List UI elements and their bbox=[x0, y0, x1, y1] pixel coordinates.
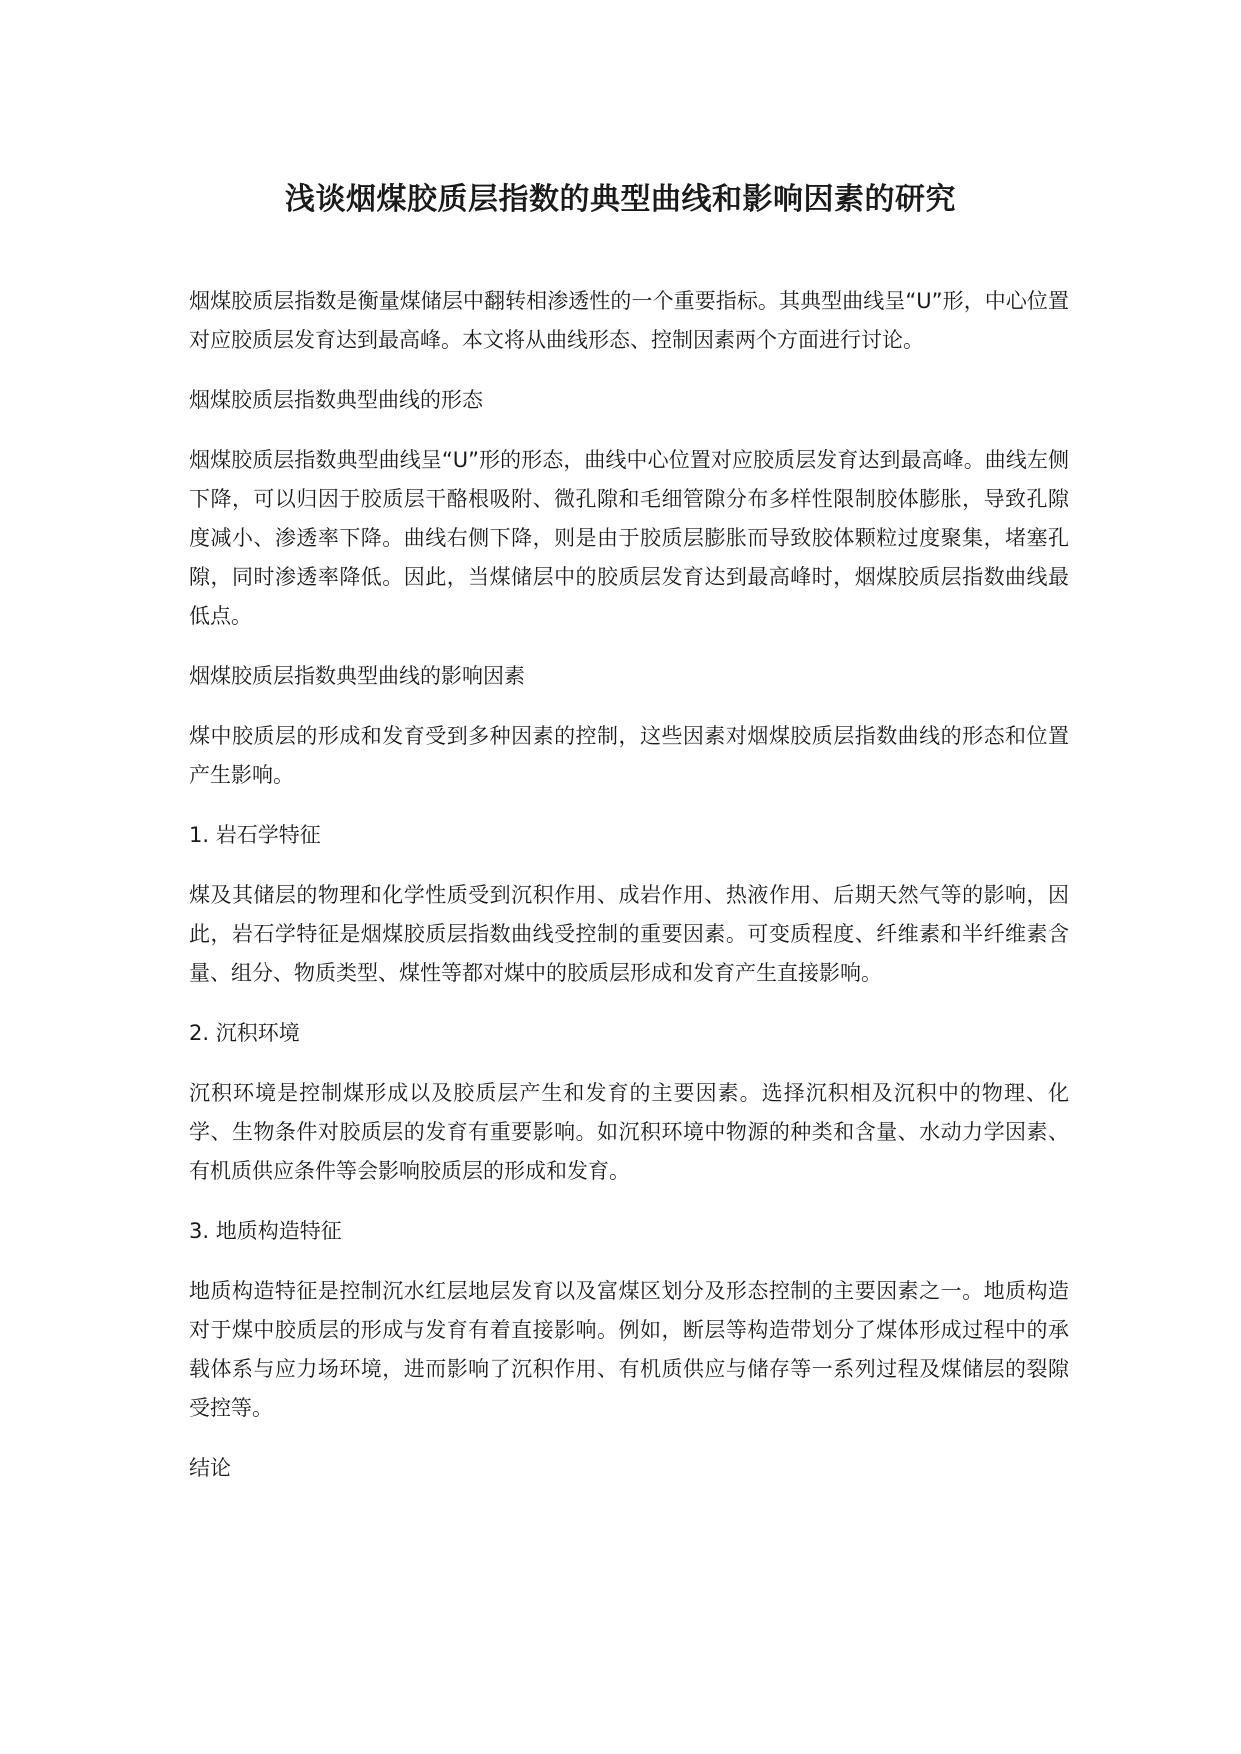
curve-shape-paragraph: 烟煤胶质层指数典型曲线呈“U”形的形态，曲线中心位置对应胶质层发育达到最高峰。曲线左侧下降，可以归因于胶质层干酪根吸附、微孔隙和毛细管隙分布多样性限制胶体膨胀，导致孔隙度减小、渗透率下降。曲线右侧下降，则是由于胶质层膨胀而导致胶体颗粒过度聚集，堵塞孔隙，同时渗透率降低。因此，当煤储层中的胶质层发育达到最高峰时，烟煤胶质层指数曲线最低点。 bbox=[189, 448, 1069, 628]
subheading-petrology: 1. 岩石学特征 bbox=[189, 823, 321, 847]
subheading-geological-structure: 3. 地质构造特征 bbox=[189, 1219, 342, 1243]
document-title: 浅谈烟煤胶质层指数的典型曲线和影响因素的研究 bbox=[285, 182, 956, 217]
section-heading-curve-shape: 烟煤胶质层指数典型曲线的形态 bbox=[189, 388, 483, 412]
geological-structure-paragraph: 地质构造特征是控制沉水红层地层发育以及富煤区划分及形态控制的主要因素之一。地质构造对于煤中胶质层的形成与发育有着直接影响。例如，断层等构造带划分了煤体形成过程中的承载体系与应力场环境，进而影响了沉积作用、有机质供应与储存等一系列过程及煤储层的裂隙受控等。 bbox=[189, 1279, 1069, 1420]
intro-paragraph: 烟煤胶质层指数是衡量煤储层中翻转相渗透性的一个重要指标。其典型曲线呈“U”形，中心位置对应胶质层发育达到最高峰。本文将从曲线形态、控制因素两个方面进行讨论。 bbox=[189, 289, 1069, 352]
subheading-sedimentary-environment: 2. 沉积环境 bbox=[189, 1021, 300, 1045]
section-heading-conclusion: 结论 bbox=[189, 1456, 231, 1480]
influencing-factors-paragraph: 煤中胶质层的形成和发育受到多种因素的控制，这些因素对烟煤胶质层指数曲线的形态和位置产生影响。 bbox=[189, 724, 1069, 787]
document-body bbox=[189, 282, 1069, 1509]
sedimentary-environment-paragraph: 沉积环境是控制煤形成以及胶质层产生和发育的主要因素。选择沉积相及沉积中的物理、化学、生物条件对胶质层的发育有重要影响。如沉积环境中物源的种类和含量、水动力学因素、有机质供应条件等会影响胶质层的形成和发育。 bbox=[189, 1081, 1069, 1183]
petrology-paragraph: 煤及其储层的物理和化学性质受到沉积作用、成岩作用、热液作用、后期天然气等的影响，因此，岩石学特征是烟煤胶质层指数曲线受控制的重要因素。可变质程度、纤维素和半纤维素含量、组分、物质类型、煤性等都对煤中的胶质层形成和发育产生直接影响。 bbox=[189, 883, 1069, 985]
section-heading-influencing-factors: 烟煤胶质层指数典型曲线的影响因素 bbox=[189, 664, 525, 688]
